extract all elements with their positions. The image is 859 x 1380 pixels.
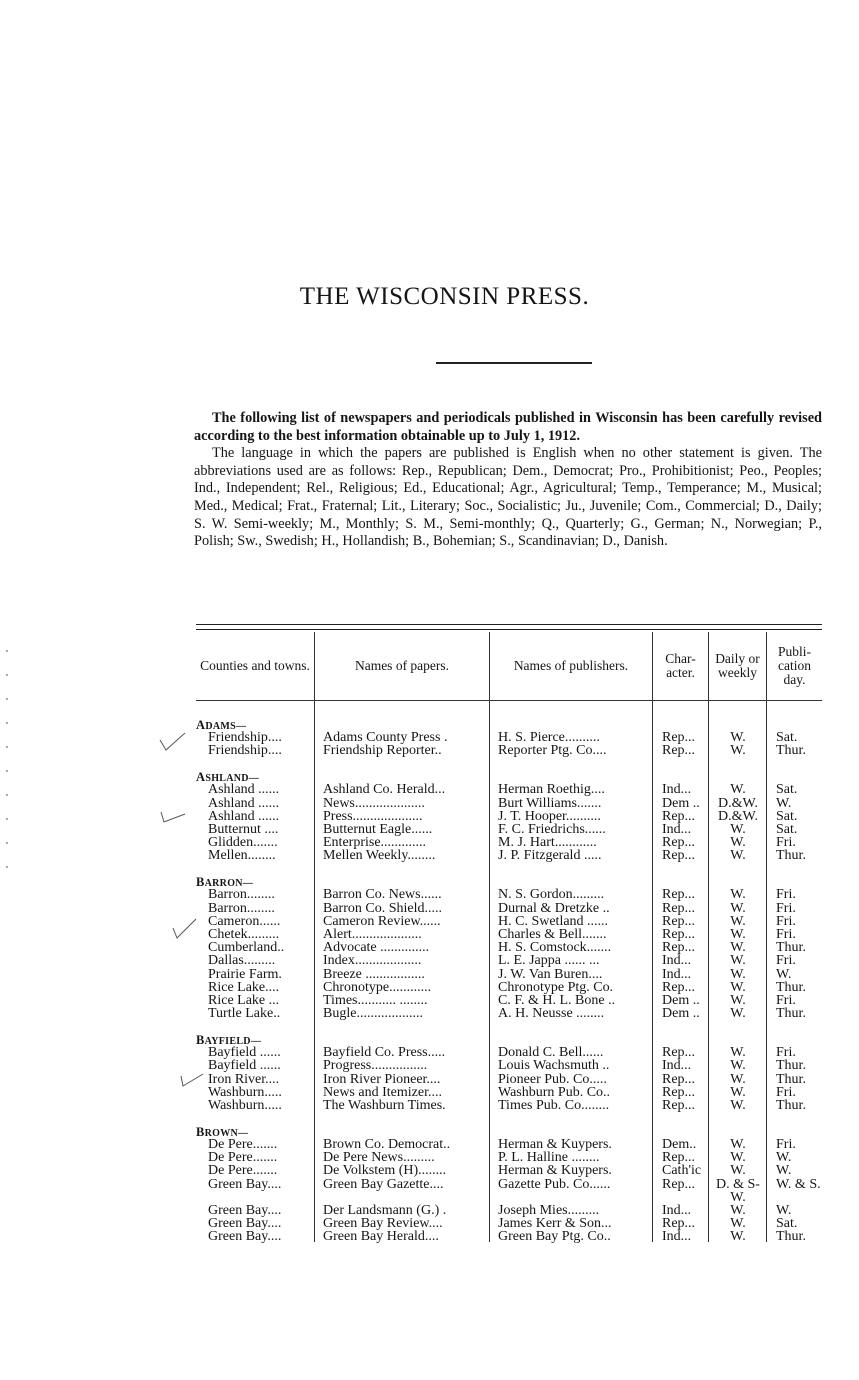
- cell-town: Green Bay....: [208, 1177, 282, 1191]
- intro-text: [194, 410, 822, 551]
- cell-character: Rep...: [662, 1217, 696, 1231]
- cell-town: Chetek.........: [208, 928, 280, 942]
- cell-day: Fri.: [776, 954, 796, 968]
- page-title: THE WISCONSIN PRESS.: [299, 283, 590, 310]
- cell-frequency: W.: [730, 901, 746, 915]
- cell-frequency: W.: [730, 731, 746, 745]
- cell-character: Dem ..: [662, 1007, 700, 1021]
- table-row: [196, 1151, 822, 1164]
- pencil-check-mark-icon: [158, 806, 188, 826]
- table-row: [196, 1230, 822, 1243]
- header-counties: Counties and towns.: [200, 658, 310, 673]
- table-row: [196, 1204, 822, 1217]
- table-row: [196, 915, 822, 928]
- cell-character: Rep...: [662, 1072, 696, 1086]
- cell-paper: Barron Co. Shield.....: [323, 901, 442, 915]
- cell-publisher: J. P. Fitzgerald .....: [498, 849, 602, 863]
- cell-publisher: C. F. & H. L. Bone ..: [498, 994, 616, 1008]
- cell-character: Ind...: [662, 967, 692, 981]
- pencil-check-mark-icon: [178, 1070, 208, 1090]
- cell-publisher: Green Bay Ptg. Co..: [498, 1230, 611, 1244]
- cell-publisher: Burt Williams.......: [498, 796, 602, 810]
- cell-day: Sat.: [776, 783, 798, 797]
- cell-frequency: W.: [730, 1204, 746, 1218]
- county-initial: B: [196, 1033, 205, 1047]
- table-row: [196, 810, 822, 823]
- cell-town: De Pere.......: [208, 1138, 278, 1152]
- cell-publisher: Joseph Mies.........: [498, 1204, 600, 1218]
- cell-publisher: James Kerr & Son...: [498, 1217, 612, 1231]
- cell-paper: Der Landsmann (G.) .: [323, 1204, 447, 1218]
- cell-town: Washburn.....: [208, 1099, 282, 1113]
- cell-town: Ashland ......: [208, 783, 280, 797]
- cell-frequency: W.: [730, 783, 746, 797]
- cell-town: De Pere.......: [208, 1151, 278, 1165]
- cell-publisher: Herman & Kuypers.: [498, 1164, 612, 1178]
- cell-publisher: Reporter Ptg. Co....: [498, 744, 607, 758]
- table-row: [196, 968, 822, 981]
- cell-paper: Green Bay Gazette....: [323, 1177, 444, 1191]
- cell-character: Rep...: [662, 744, 696, 758]
- table-row: [196, 1046, 822, 1059]
- cell-publisher: A. H. Neusse ........: [498, 1007, 605, 1021]
- cell-character: Rep...: [662, 1177, 696, 1191]
- cell-town: Iron River....: [208, 1072, 280, 1086]
- cell-paper: Bugle...................: [323, 1007, 423, 1021]
- cell-paper: Iron River Pioneer....: [323, 1072, 441, 1086]
- cell-publisher: N. S. Gordon.........: [498, 888, 605, 902]
- cell-town: Bayfield ......: [208, 1059, 281, 1073]
- county-initial: B: [196, 1124, 205, 1139]
- table-row: [196, 823, 822, 836]
- cell-day: Thur.: [776, 980, 806, 994]
- cell-publisher: Herman & Kuypers.: [498, 1138, 612, 1152]
- cell-publisher: H. C. Swetland ......: [498, 914, 609, 928]
- cell-day: Thur.: [776, 1007, 806, 1021]
- cell-publisher: M. J. Hart............: [498, 836, 597, 850]
- cell-paper: De Volkstem (H)........: [323, 1164, 447, 1178]
- cell-character: Ind...: [662, 1059, 692, 1073]
- cell-publisher: J. T. Hooper..........: [498, 809, 601, 823]
- cell-publisher: P. L. Halline ........: [498, 1151, 600, 1165]
- cell-paper: Times........... ........: [323, 994, 428, 1008]
- cell-paper: Alert....................: [323, 928, 422, 942]
- cell-publisher: L. E. Jappa ...... ...: [498, 954, 600, 968]
- cell-frequency: W.: [730, 1151, 746, 1165]
- county-name-rest: DAMS—: [205, 721, 247, 732]
- cell-frequency: W.: [730, 1164, 746, 1178]
- cell-day: Sat.: [776, 1217, 798, 1231]
- cell-town: Prairie Farm.: [208, 967, 282, 981]
- cell-day: W.: [776, 796, 792, 810]
- table-row: [196, 836, 822, 849]
- cell-paper: Friendship Reporter..: [323, 744, 442, 758]
- cell-character: Dem..: [662, 1138, 697, 1152]
- cell-publisher: Herman Roethig....: [498, 783, 605, 797]
- cell-paper: Green Bay Review....: [323, 1217, 443, 1231]
- cell-paper: Mellen Weekly........: [323, 849, 436, 863]
- table-row: [196, 1007, 822, 1020]
- cell-character: Ind...: [662, 1204, 692, 1218]
- cell-character: Rep...: [662, 1151, 696, 1165]
- cell-frequency: W.: [730, 954, 746, 968]
- table-row: [196, 849, 822, 862]
- cell-frequency: W.: [730, 823, 746, 837]
- cell-frequency: D.&W.: [718, 796, 758, 810]
- header-frequency: Daily or weekly: [715, 651, 760, 680]
- cell-day: Fri.: [776, 914, 796, 928]
- pencil-check-mark-icon: [158, 730, 188, 754]
- cell-frequency: W.: [730, 941, 746, 955]
- cell-frequency: D. & S-W.: [716, 1177, 760, 1204]
- newspaper-table: [196, 624, 822, 1244]
- cell-paper: Barron Co. News......: [323, 888, 442, 902]
- table-row: [196, 994, 822, 1007]
- table-row: [196, 744, 822, 757]
- cell-publisher: Gazette Pub. Co......: [498, 1177, 611, 1191]
- cell-town: Friendship....: [208, 731, 282, 745]
- cell-day: Fri.: [776, 1085, 796, 1099]
- table-row: [196, 941, 822, 954]
- cell-paper: Index...................: [323, 954, 422, 968]
- cell-frequency: W.: [730, 836, 746, 850]
- cell-paper: Bayfield Co. Press.....: [323, 1046, 446, 1060]
- table-header-rule: [196, 700, 822, 701]
- cell-character: Rep...: [662, 941, 696, 955]
- cell-character: Rep...: [662, 1099, 696, 1113]
- table-row: [196, 928, 822, 941]
- cell-town: Bayfield ......: [208, 1046, 281, 1060]
- cell-frequency: W.: [730, 744, 746, 758]
- cell-character: Rep...: [662, 914, 696, 928]
- cell-publisher: F. C. Friedrichs......: [498, 823, 606, 837]
- cell-paper: Chronotype............: [323, 980, 432, 994]
- cell-character: Rep...: [662, 1046, 696, 1060]
- margin-dots: [6, 650, 10, 920]
- cell-publisher: Times Pub. Co........: [498, 1099, 610, 1113]
- cell-paper: Green Bay Herald....: [323, 1230, 439, 1244]
- cell-town: Glidden.......: [208, 836, 278, 850]
- cell-day: Thur.: [776, 744, 806, 758]
- cell-publisher: H. S. Comstock.......: [498, 941, 612, 955]
- pencil-check-mark-icon: [170, 916, 200, 942]
- cell-character: Rep...: [662, 849, 696, 863]
- title-rule: [436, 362, 592, 364]
- cell-day: Fri.: [776, 994, 796, 1008]
- cell-publisher: J. W. Van Buren....: [498, 967, 603, 981]
- table-row: [196, 1164, 822, 1177]
- cell-town: Rice Lake....: [208, 980, 280, 994]
- cell-publisher: Charles & Bell.......: [498, 928, 607, 942]
- county-initial: B: [196, 875, 205, 890]
- header-character: Char-acter.: [665, 651, 696, 680]
- cell-character: Dem ..: [662, 994, 700, 1008]
- table-row: [196, 1177, 822, 1204]
- cell-frequency: W.: [730, 1085, 746, 1099]
- cell-town: Rice Lake ...: [208, 994, 280, 1008]
- cell-frequency: W.: [730, 928, 746, 942]
- table-row: [196, 731, 822, 744]
- cell-day: Fri.: [776, 928, 796, 942]
- header-papers: Names of papers.: [354, 658, 450, 673]
- cell-day: Sat.: [776, 731, 798, 745]
- cell-paper: Press....................: [323, 809, 423, 823]
- cell-publisher: Chronotype Ptg. Co.: [498, 980, 614, 994]
- cell-town: Washburn.....: [208, 1085, 282, 1099]
- table-top-rule: [196, 624, 822, 625]
- cell-day: Fri.: [776, 836, 796, 850]
- cell-day: Thur.: [776, 849, 806, 863]
- cell-day: W.: [776, 967, 792, 981]
- cell-character: Rep...: [662, 928, 696, 942]
- cell-character: Ind...: [662, 823, 692, 837]
- header-day: Publi-cation day.: [777, 644, 811, 687]
- header-publishers: Names of publishers.: [513, 658, 629, 673]
- cell-town: Barron........: [208, 901, 275, 915]
- county-name-rest: SHLAND—: [205, 773, 260, 785]
- cell-character: Rep...: [662, 809, 696, 823]
- cell-frequency: W.: [730, 1099, 746, 1113]
- cell-paper: Progress................: [323, 1059, 428, 1073]
- cell-town: Green Bay....: [208, 1204, 282, 1218]
- intro-paragraph-1: The following list of newspapers and periodicals published in Wisconsin has been carefully revised according to the best information obtainable up to July 1, 1912.: [194, 410, 822, 444]
- county-initial: A: [196, 718, 206, 732]
- cell-paper: Butternut Eagle......: [323, 823, 433, 837]
- table-row: [196, 1059, 822, 1072]
- cell-character: Rep...: [662, 1085, 696, 1099]
- cell-frequency: W.: [730, 1007, 746, 1021]
- cell-publisher: Louis Wachsmuth ..: [498, 1059, 610, 1073]
- cell-paper: Adams County Press .: [323, 731, 448, 745]
- cell-frequency: W.: [730, 980, 746, 994]
- cell-day: Thur.: [776, 1059, 806, 1073]
- cell-town: Green Bay....: [208, 1217, 282, 1231]
- cell-town: Mellen........: [208, 849, 276, 863]
- county-name-rest: ARRON—: [204, 878, 254, 890]
- cell-frequency: W.: [730, 1138, 746, 1152]
- cell-town: Cumberland..: [208, 941, 285, 955]
- cell-day: Fri.: [776, 901, 796, 915]
- cell-character: Rep...: [662, 980, 696, 994]
- cell-frequency: W.: [730, 1217, 746, 1231]
- cell-town: Dallas.........: [208, 954, 276, 968]
- table-row: [196, 1138, 822, 1151]
- cell-character: Ind...: [662, 1230, 692, 1244]
- cell-character: Ind...: [662, 954, 692, 968]
- cell-publisher: H. S. Pierce..........: [498, 731, 600, 745]
- table-row: [196, 1099, 822, 1112]
- intro-paragraph-2: The language in which the papers are published is English when no other statement is given. The abbreviations used are as follows: Rep., Republican; Dem., Democrat; Pro., Prohibitionist; Peo., Peoples; Ind., Independent; Rel., Religious; Ed., Educational; Agr., Agricultural; Temp., Temperance; M., Musical; Med., Medical; Frat., Fraternal; Lit., Literary; Soc., Socialistic; Ju., Juvenile; Com., Commercial; D., Daily; S. W. Semi-weekly; M., Monthly; S. M., Semi-monthly; Q., Quarterly; G., German; N., Norwegian; P., Polish; Sw., Swedish; H., Hollandish; B., Bohemian; S., Scandinavian; D., Danish.: [194, 445, 822, 550]
- table-row: [196, 888, 822, 901]
- cell-character: Rep...: [662, 731, 696, 745]
- cell-publisher: Washburn Pub. Co..: [498, 1085, 611, 1099]
- cell-frequency: W.: [730, 994, 746, 1008]
- cell-town: Butternut ....: [208, 823, 279, 837]
- cell-day: Fri.: [776, 1046, 796, 1060]
- cell-paper: News....................: [323, 796, 425, 810]
- cell-day: Sat.: [776, 823, 798, 837]
- cell-day: Fri.: [776, 888, 796, 902]
- cell-paper: Ashland Co. Herald...: [323, 783, 446, 797]
- cell-frequency: W.: [730, 1059, 746, 1073]
- table-row: [196, 981, 822, 994]
- cell-paper: Brown Co. Democrat..: [323, 1138, 451, 1152]
- cell-day: Thur.: [776, 941, 806, 955]
- cell-character: Dem ..: [662, 796, 700, 810]
- table-row: [196, 1073, 822, 1086]
- cell-character: Rep...: [662, 901, 696, 915]
- cell-town: Ashland ......: [208, 809, 280, 823]
- table-row: [196, 902, 822, 915]
- cell-town: Friendship....: [208, 744, 282, 758]
- cell-town: De Pere.......: [208, 1164, 278, 1178]
- cell-frequency: D.&W.: [718, 809, 758, 823]
- cell-frequency: W.: [730, 1230, 746, 1244]
- cell-character: Rep...: [662, 836, 696, 850]
- table-top-rule-2: [196, 629, 822, 630]
- table-row: [196, 1217, 822, 1230]
- cell-town: Cameron......: [208, 914, 281, 928]
- cell-publisher: Durnal & Dretzke ..: [498, 901, 610, 915]
- county-initial: A: [196, 770, 206, 785]
- table-row: [196, 1086, 822, 1099]
- cell-frequency: W.: [730, 967, 746, 981]
- cell-paper: De Pere News.........: [323, 1151, 435, 1165]
- cell-paper: News and Itemizer....: [323, 1085, 442, 1099]
- cell-character: Cath'ic: [662, 1164, 702, 1178]
- cell-day: W.: [776, 1151, 792, 1165]
- cell-day: Sat.: [776, 809, 798, 823]
- cell-day: W. & S.: [776, 1177, 821, 1191]
- county-name-rest: AYFIELD—: [204, 1036, 262, 1047]
- table-row: [196, 954, 822, 967]
- cell-town: Ashland ......: [208, 796, 280, 810]
- cell-publisher: Donald C. Bell......: [498, 1046, 604, 1060]
- cell-paper: Cameron Review......: [323, 914, 441, 928]
- cell-town: Turtle Lake..: [208, 1007, 281, 1021]
- cell-frequency: W.: [730, 1072, 746, 1086]
- cell-publisher: Pioneer Pub. Co.....: [498, 1072, 607, 1086]
- cell-day: Fri.: [776, 1138, 796, 1152]
- cell-paper: Enterprise.............: [323, 836, 427, 850]
- table-row: [196, 783, 822, 796]
- county-name-rest: ROWN—: [204, 1127, 249, 1139]
- cell-paper: Advocate ..............: [323, 941, 430, 955]
- cell-frequency: W.: [730, 1046, 746, 1060]
- cell-town: Green Bay....: [208, 1230, 282, 1244]
- cell-day: W.: [776, 1204, 792, 1218]
- cell-frequency: W.: [730, 914, 746, 928]
- cell-day: Thur.: [776, 1072, 806, 1086]
- cell-paper: The Washburn Times.: [323, 1099, 446, 1113]
- cell-day: W.: [776, 1164, 792, 1178]
- cell-character: Rep...: [662, 888, 696, 902]
- table-row: [196, 797, 822, 810]
- cell-frequency: W.: [730, 849, 746, 863]
- cell-day: Thur.: [776, 1099, 806, 1113]
- cell-character: Ind...: [662, 783, 692, 797]
- cell-town: Barron........: [208, 888, 275, 902]
- cell-day: Thur.: [776, 1230, 806, 1244]
- cell-frequency: W.: [730, 888, 746, 902]
- cell-paper: Breeze .................: [323, 967, 425, 981]
